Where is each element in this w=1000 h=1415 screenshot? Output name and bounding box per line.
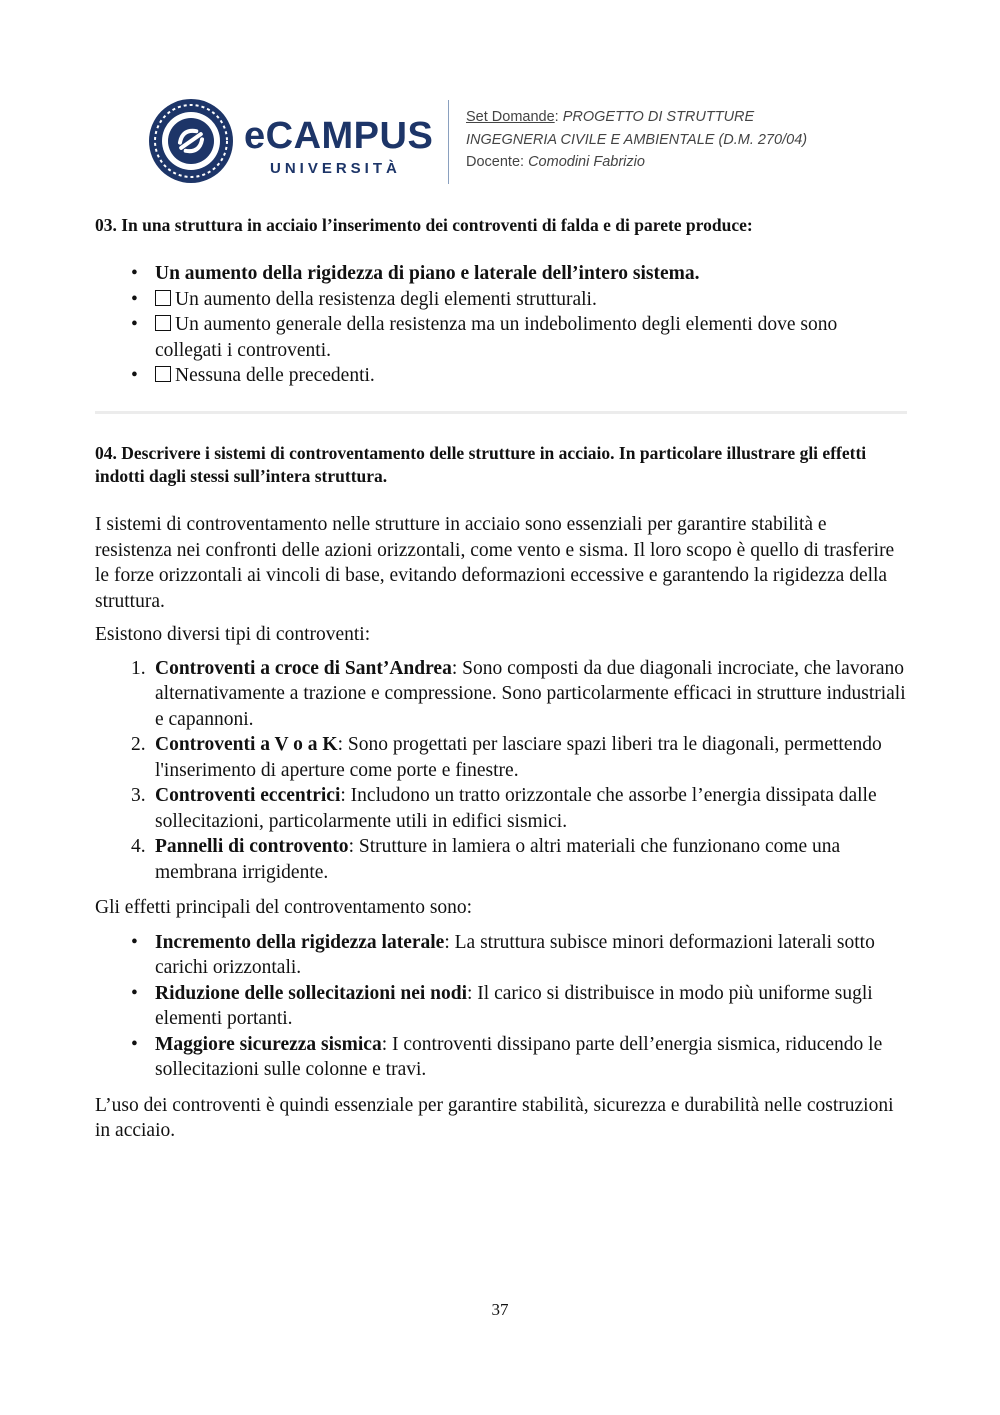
checkbox-icon [155, 290, 171, 306]
item-term: Controventi a V o a K [155, 734, 338, 755]
item-desc: : La struttura subisce minori deformazioni laterali sotto carichi orizzontali. [155, 931, 875, 978]
item-number: 3. [131, 785, 146, 806]
effects-list [95, 930, 907, 1083]
page-header [148, 96, 868, 188]
item-desc: : Il carico si distribuisce in modo più uniforme sugli elementi portanti. [155, 982, 873, 1029]
brand-name: eCAMPUS [244, 115, 434, 157]
set-value: PROGETTO DI STRUTTURE [562, 109, 755, 125]
page-number: 37 [491, 1300, 509, 1319]
intro-paragraph: I sistemi di controventamento nelle strutture in acciaio sono essenziali per garantire stabilità e resistenza nei confronti delle azioni orizzontali, come vento e sisma. Il loro scopo è quello di trasferire le forze orizzontali ai vincoli di base, evitando deformazioni eccessive e garantendo la rigidezza della struttura. [95, 514, 895, 612]
bullet-icon: • [131, 314, 138, 335]
checkbox-icon [155, 315, 171, 331]
list-item [95, 930, 907, 981]
option-text: Un aumento della rigidezza di piano e laterale dell’intero sistema. [155, 263, 700, 284]
header-info [466, 106, 807, 174]
bullet-icon: • [131, 263, 138, 284]
option-text: Un aumento generale della resistenza ma un indebolimento degli elementi dove sono collegati i controventi. [155, 314, 838, 361]
list-item [95, 732, 907, 783]
teacher-line: Docente: Comodini Fabrizio [466, 154, 645, 170]
item-desc: : I controventi dissipano parte dell’energia sismica, riducendo le sollecitazioni sulle colonne e travi. [155, 1033, 883, 1080]
list-item [95, 981, 907, 1032]
item-term: Maggiore sicurezza sismica [155, 1033, 382, 1055]
types-intro: Esistono diversi tipi di controventi: [95, 624, 371, 645]
answer-option [95, 363, 907, 389]
item-desc: : Strutture in lamiera o altri materiali che funzionano come una membrana irrigidente. [155, 836, 841, 883]
brand-subtitle: UNIVERSITÀ [270, 160, 401, 177]
item-desc: : Includono un tratto orizzontale che assorbe l’energia dissipata dalle sollecitazioni, particolarmente utili in edifici sismici. [155, 785, 877, 832]
bracing-types-list [95, 656, 907, 886]
ecampus-seal-logo-icon [148, 98, 234, 184]
list-item [95, 656, 907, 733]
list-item [95, 783, 907, 834]
teacher-label: Docente [466, 154, 521, 170]
item-number: 4. [131, 836, 146, 857]
bullet-icon: • [131, 982, 138, 1004]
answer-options [95, 261, 907, 389]
question-04 [95, 442, 907, 1144]
bullet-icon: • [131, 365, 138, 386]
ecampus-wordmark [244, 116, 434, 186]
course-value: INGEGNERIA CIVILE E AMBIENTALE (D.M. 270/04) [466, 131, 808, 148]
item-term: Riduzione delle sollecitazioni nei nodi [155, 982, 468, 1004]
section-divider [95, 411, 907, 414]
answer-option-correct [95, 261, 907, 287]
answer-option [95, 287, 907, 313]
set-label: Set Domande [466, 109, 555, 125]
checkbox-icon [155, 366, 171, 382]
list-item [95, 834, 907, 885]
bullet-icon: • [131, 1033, 138, 1055]
item-term: Pannelli di controvento [155, 836, 349, 857]
answer-option [95, 312, 907, 363]
question-title: 04. Descrivere i sistemi di controventamento delle strutture in acciaio. In particolare illustrare gli effetti indotti dagli stessi sull’intera struttura. [95, 443, 867, 486]
list-item [95, 1032, 907, 1083]
teacher-value: Comodini Fabrizio [528, 154, 645, 170]
course-line [466, 129, 807, 152]
bullet-icon: • [131, 931, 138, 953]
item-desc: : Sono progettati per lasciare spazi liberi tra le diagonali, permettendo l'inserimento di aperture come porte e finestre. [155, 734, 882, 781]
item-desc: : Sono composti da due diagonali incrociate, che lavorano alternativamente a trazione e compressione. Sono particolarmente efficaci in strutture industriali e capannoni. [155, 657, 906, 730]
bullet-icon: • [131, 288, 138, 310]
item-number: 1. [131, 657, 146, 679]
item-term: Incremento della rigidezza laterale [155, 931, 445, 953]
conclusion-paragraph: L’uso dei controventi è quindi essenziale per garantire stabilità, sicurezza e durabilità nelle costruzioni in acciaio. [95, 1094, 894, 1141]
set-line: Set Domande: PROGETTO DI STRUTTURE [466, 109, 755, 125]
item-number: 2. [131, 734, 146, 755]
question-03 [95, 214, 907, 389]
effects-intro: Gli effetti principali del controventamento sono: [95, 897, 473, 918]
item-term: Controventi a croce di Sant’Andrea [155, 657, 452, 679]
option-text: Un aumento della resistenza degli elementi strutturali. [175, 288, 597, 310]
item-term: Controventi eccentrici [155, 785, 341, 806]
question-title: 03. In una struttura in acciaio l’inserimento dei controventi di falda e di parete produce: [95, 215, 753, 235]
header-divider [448, 100, 449, 184]
option-text: Nessuna delle precedenti. [175, 365, 375, 386]
